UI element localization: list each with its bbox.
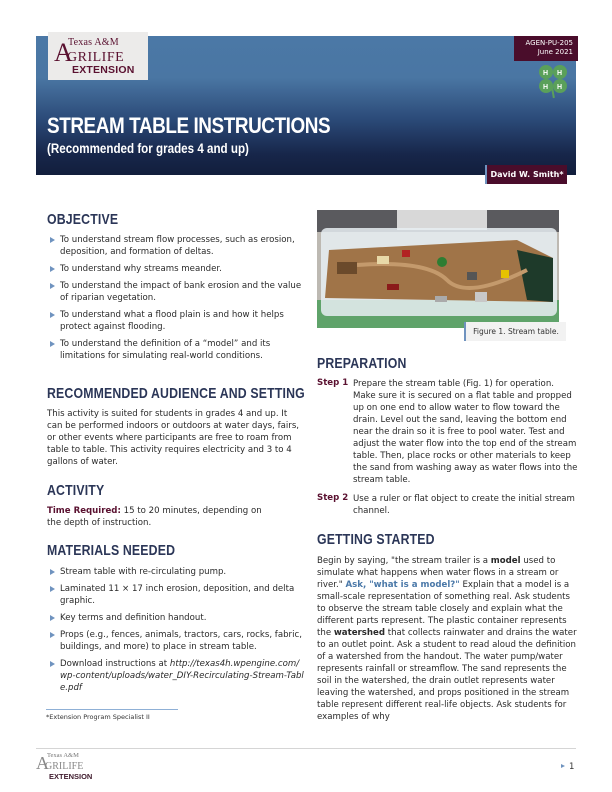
list-item: Stream table with re-circulating pump.	[48, 566, 306, 578]
step-label: Step 2	[317, 493, 349, 503]
getting-started-text: Begin by saying, "the stream trailer is a model used to simulate what happens when water flows in a stream or river." Ask, "what is a model?" Explain that a model is a small-scale representation of something real. Ask students to observe the stream table closely and explain what the different parts represent. The plastic container represents the watershed that collects rainwater and drains the water to an outlet point. Ask a student to read aloud the definition of a watershed from the handout. The water pump/water represents rainfall or streamflow. The sand represents the soil in the watershed, the drain outlet represents water leaving the watershed, and props positioned in the stream table represent different real-life objects. Ask students for examples of why	[317, 556, 577, 722]
audience-text: This activity is suited for students in grades 4 and up. It can be performed indoors or outdoors at water days, fairs, or other events where participants are free to roam from table to table. This activity requires electricity and 3 to 4 gallons of water.	[47, 409, 300, 467]
logo-big-a: A	[54, 38, 73, 67]
list-item: To understand what a flood plain is and how it helps protect against flooding.	[48, 309, 303, 333]
publication-badge	[514, 36, 578, 61]
term-model: model	[490, 556, 521, 566]
step-label: Step 1	[317, 378, 349, 388]
bullet-triangle-icon	[50, 266, 55, 272]
svg-text:H: H	[557, 70, 563, 77]
bullet-triangle-icon	[50, 586, 55, 592]
bullet-triangle-icon	[50, 312, 55, 318]
list-item: Key terms and definition handout.	[48, 612, 306, 624]
publication-code: AGEN-PU-205	[525, 39, 573, 47]
footnote-divider	[46, 709, 178, 710]
footer-divider	[36, 748, 576, 749]
getting-started-heading: GETTING STARTED	[317, 531, 435, 548]
bullet-triangle-icon	[50, 341, 55, 347]
stream-table-photo	[317, 210, 559, 328]
bullet-triangle-icon	[50, 661, 55, 667]
logo-line-extension: EXTENSION	[72, 64, 135, 76]
footer-agrilife-logo: Texas A&M A GRILIFE EXTENSION	[36, 752, 93, 781]
objective-heading: OBJECTIVE	[47, 211, 119, 228]
activity-time: Time Required: 15 to 20 minutes, depending on the depth of instruction.	[47, 506, 262, 528]
agrilife-logo	[48, 32, 148, 80]
bullet-triangle-icon	[50, 615, 55, 621]
step-text: Prepare the stream table (Fig. 1) for operation. Make sure it is secured on a flat table and propped up on one end to allow water to flow toward the drain. Level out the sand, leaving the bottom end near the drain so it is free to pool water. Test and adjust the water flow into the top end of the stream table. Then, place rocks or other materials to keep the sand from washing away as water flows into the stream table.	[353, 379, 578, 485]
materials-list	[48, 566, 306, 699]
page-triangle-icon	[561, 764, 565, 768]
4-h-clover-icon	[537, 63, 569, 99]
footnote: *Extension Program Specialist II	[46, 713, 150, 721]
svg-text:H: H	[543, 84, 549, 91]
list-item: Laminated 11 × 17 inch erosion, deposition, and delta graphic.	[48, 583, 306, 607]
list-item: To understand why streams meander.	[48, 263, 303, 275]
audience-heading: RECOMMENDED AUDIENCE AND SETTING	[47, 385, 305, 402]
page-subtitle: (Recommended for grades 4 and up)	[47, 141, 249, 156]
time-required-label: Time Required:	[47, 506, 121, 516]
ask-prompt: Ask, "what is a model?"	[345, 580, 460, 590]
stream-table-image	[317, 210, 559, 328]
objective-list	[48, 234, 303, 367]
term-watershed: watershed	[333, 628, 385, 638]
publication-date: June 2021	[537, 48, 573, 56]
bullet-triangle-icon	[50, 283, 55, 289]
activity-heading: ACTIVITY	[47, 482, 105, 499]
list-item: To understand the definition of a “model” and its limitations for simulating real-world conditions.	[48, 338, 303, 362]
step-1	[317, 378, 579, 486]
list-item: To understand the impact of bank erosion and the value of riparian vegetation.	[48, 280, 303, 304]
logo-line-texas-am: Texas A&M	[68, 37, 119, 48]
svg-text:H: H	[543, 70, 549, 77]
logo-line-agrilife: GRILIFE	[67, 50, 125, 65]
list-item: Download instructions at http://texas4h.wpengine.com/wp-content/uploads/water_DIY-Recirculating-Stream-Table.pdf	[48, 658, 306, 694]
list-item: Props (e.g., fences, animals, tractors, cars, rocks, fabric, buildings, and more) to place in stream table.	[48, 629, 306, 653]
list-item: To understand stream flow processes, such as erosion, deposition, and formation of deltas.	[48, 234, 303, 258]
author-badge: David W. Smith*	[485, 165, 567, 184]
step-text: Use a ruler or flat object to create the initial stream channel.	[353, 494, 575, 516]
page-number: 1	[561, 762, 574, 772]
step-2	[317, 493, 579, 517]
bullet-triangle-icon	[50, 632, 55, 638]
figure-caption: Figure 1. Stream table.	[464, 322, 566, 341]
svg-text:H: H	[557, 84, 563, 91]
page-title: STREAM TABLE INSTRUCTIONS	[47, 113, 331, 138]
preparation-heading: PREPARATION	[317, 355, 407, 372]
bullet-triangle-icon	[50, 569, 55, 575]
materials-heading: MATERIALS NEEDED	[47, 542, 176, 559]
bullet-triangle-icon	[50, 237, 55, 243]
download-link[interactable]: http://texas4h.wpengine.com/wp-content/uploads/water_DIY-Recirculating-Stream-Table.pdf	[60, 659, 304, 693]
